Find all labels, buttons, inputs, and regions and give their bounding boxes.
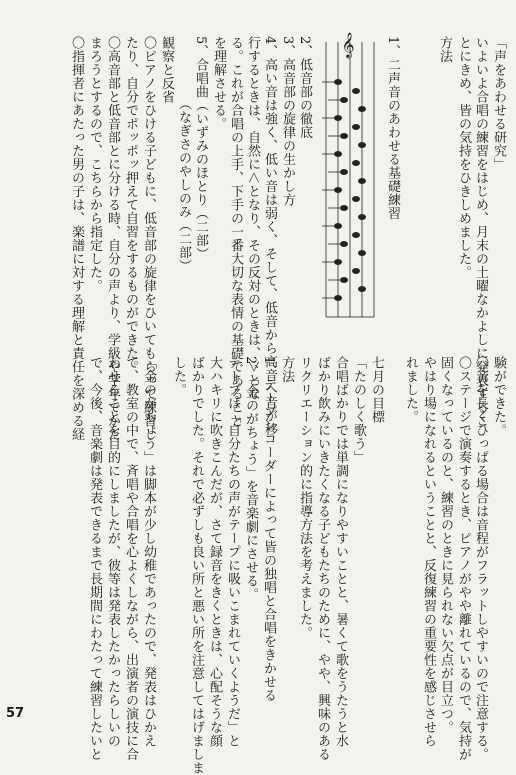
- text-column: れました。: [403, 356, 418, 424]
- heading-july-goal: 七月の目標: [369, 356, 384, 424]
- text-column: 大ハキリに吹きこんだが、さて録音をきくときは、心配そうな顔: [207, 356, 222, 748]
- text-column: 〇ステージで演奏するとき、ピアノがやや離れているので、気持が: [456, 356, 471, 761]
- text-column: 〇音を長くひっぱる場合は音程がフラットしやすいので注意する。: [473, 356, 488, 761]
- text-column: て、教室の中で、斉唱や合唱を心よくしながら、出演者の演技に合: [123, 356, 138, 761]
- text-column: 〇高音部と低音部とに分ける時、自分の声より、学級や学年でかた: [105, 36, 120, 441]
- text-column: 3、高音部の旋律の生かし方: [280, 36, 295, 207]
- text-column: やはり場になれるということと、反復練習の重要性を感じさせら: [421, 356, 436, 748]
- text-column: 「たのしく歌う」: [351, 356, 366, 464]
- text-column: した。: [171, 356, 186, 397]
- text-column: 2、「金のがちょう」を音楽劇にさせる。: [243, 356, 258, 602]
- text-column: 「金のがちょう」は脚本が少し幼稚であったので、発表はひかえ: [141, 356, 156, 748]
- music-staff-illustration: [318, 22, 380, 322]
- text-column: とにきめ、皆の気持をひきしめました。: [456, 36, 471, 279]
- text-column: 「声をあわせる研究」: [491, 36, 506, 171]
- text-column: 固くなっているのと、練習のときに見られない欠点が目立つ。: [438, 356, 453, 734]
- text-column: 験ができた。: [491, 356, 506, 437]
- text-column: わせることを目的にしましたが、彼等は発表したかったらしいの: [105, 356, 120, 748]
- heading-method: 方法: [437, 36, 452, 63]
- text-column: 合唱ばかりでは単調になりやすいことと、暑くて歌をうたうと水: [333, 356, 348, 748]
- text-column: る。これが合唱の上手、下手の一番大切な表情の基礎であること: [228, 36, 243, 428]
- text-column: ばかり飲みにいきたくなる子どもたちのために、やや、興味のある: [315, 356, 330, 761]
- text-column: テープは「自分たちの声がテープに吸いこまれていくようだ」と: [225, 356, 240, 748]
- heading-method: 方法: [279, 356, 294, 383]
- text-column: 行するときは、自然に＜となり、その反対のときは、＞とな: [245, 36, 260, 401]
- text-column: 1、テープレコーダーによって皆の独唱と合唱をきかせる: [261, 356, 276, 703]
- text-column: いよいよ合唱の練習をはじめ、月末の土曜なかよしに発表するこ: [473, 36, 488, 428]
- text-column: 〇指揮者にあたった男の子は、楽譜に対する理解と責任を深める経: [69, 36, 84, 441]
- text-column: 5、合唱曲（いずみのほとり（二部）: [193, 36, 208, 261]
- text-column: 2、低音部の徹底: [297, 36, 312, 140]
- text-column: たり、自分でポッポッ押えて自習をするものができた。: [123, 36, 138, 374]
- text-column: ばかりでした。それで必ずしも良い所と悪い所を注意してはげましま: [189, 356, 204, 775]
- heading-observation: 観察と反省: [159, 36, 174, 104]
- text-column: で、今後、音楽劇は発表できるまで長期間にわたって練習したいと: [87, 356, 102, 761]
- text-column: 4、高い音は強く、低い音は弱く、そして、低音から高音へ音が移: [262, 36, 277, 437]
- text-column: 〇ピアノをひける子どもに、低音部の旋律をひいてもらって練習し: [141, 36, 156, 441]
- text-column: （なぎさのやしのみ（二部）: [176, 36, 191, 273]
- text-column: リクリエーション的に指導方法を考えました。: [297, 356, 312, 640]
- svg-text:𝄞: 𝄞: [341, 33, 355, 58]
- text-column: まろうとするので、こちらから指定した。: [87, 36, 102, 293]
- text-column: 1、二声音のあわせる基礎練習: [385, 36, 400, 221]
- text-column: を理解させる。: [211, 36, 226, 131]
- page-number: 57: [6, 706, 25, 721]
